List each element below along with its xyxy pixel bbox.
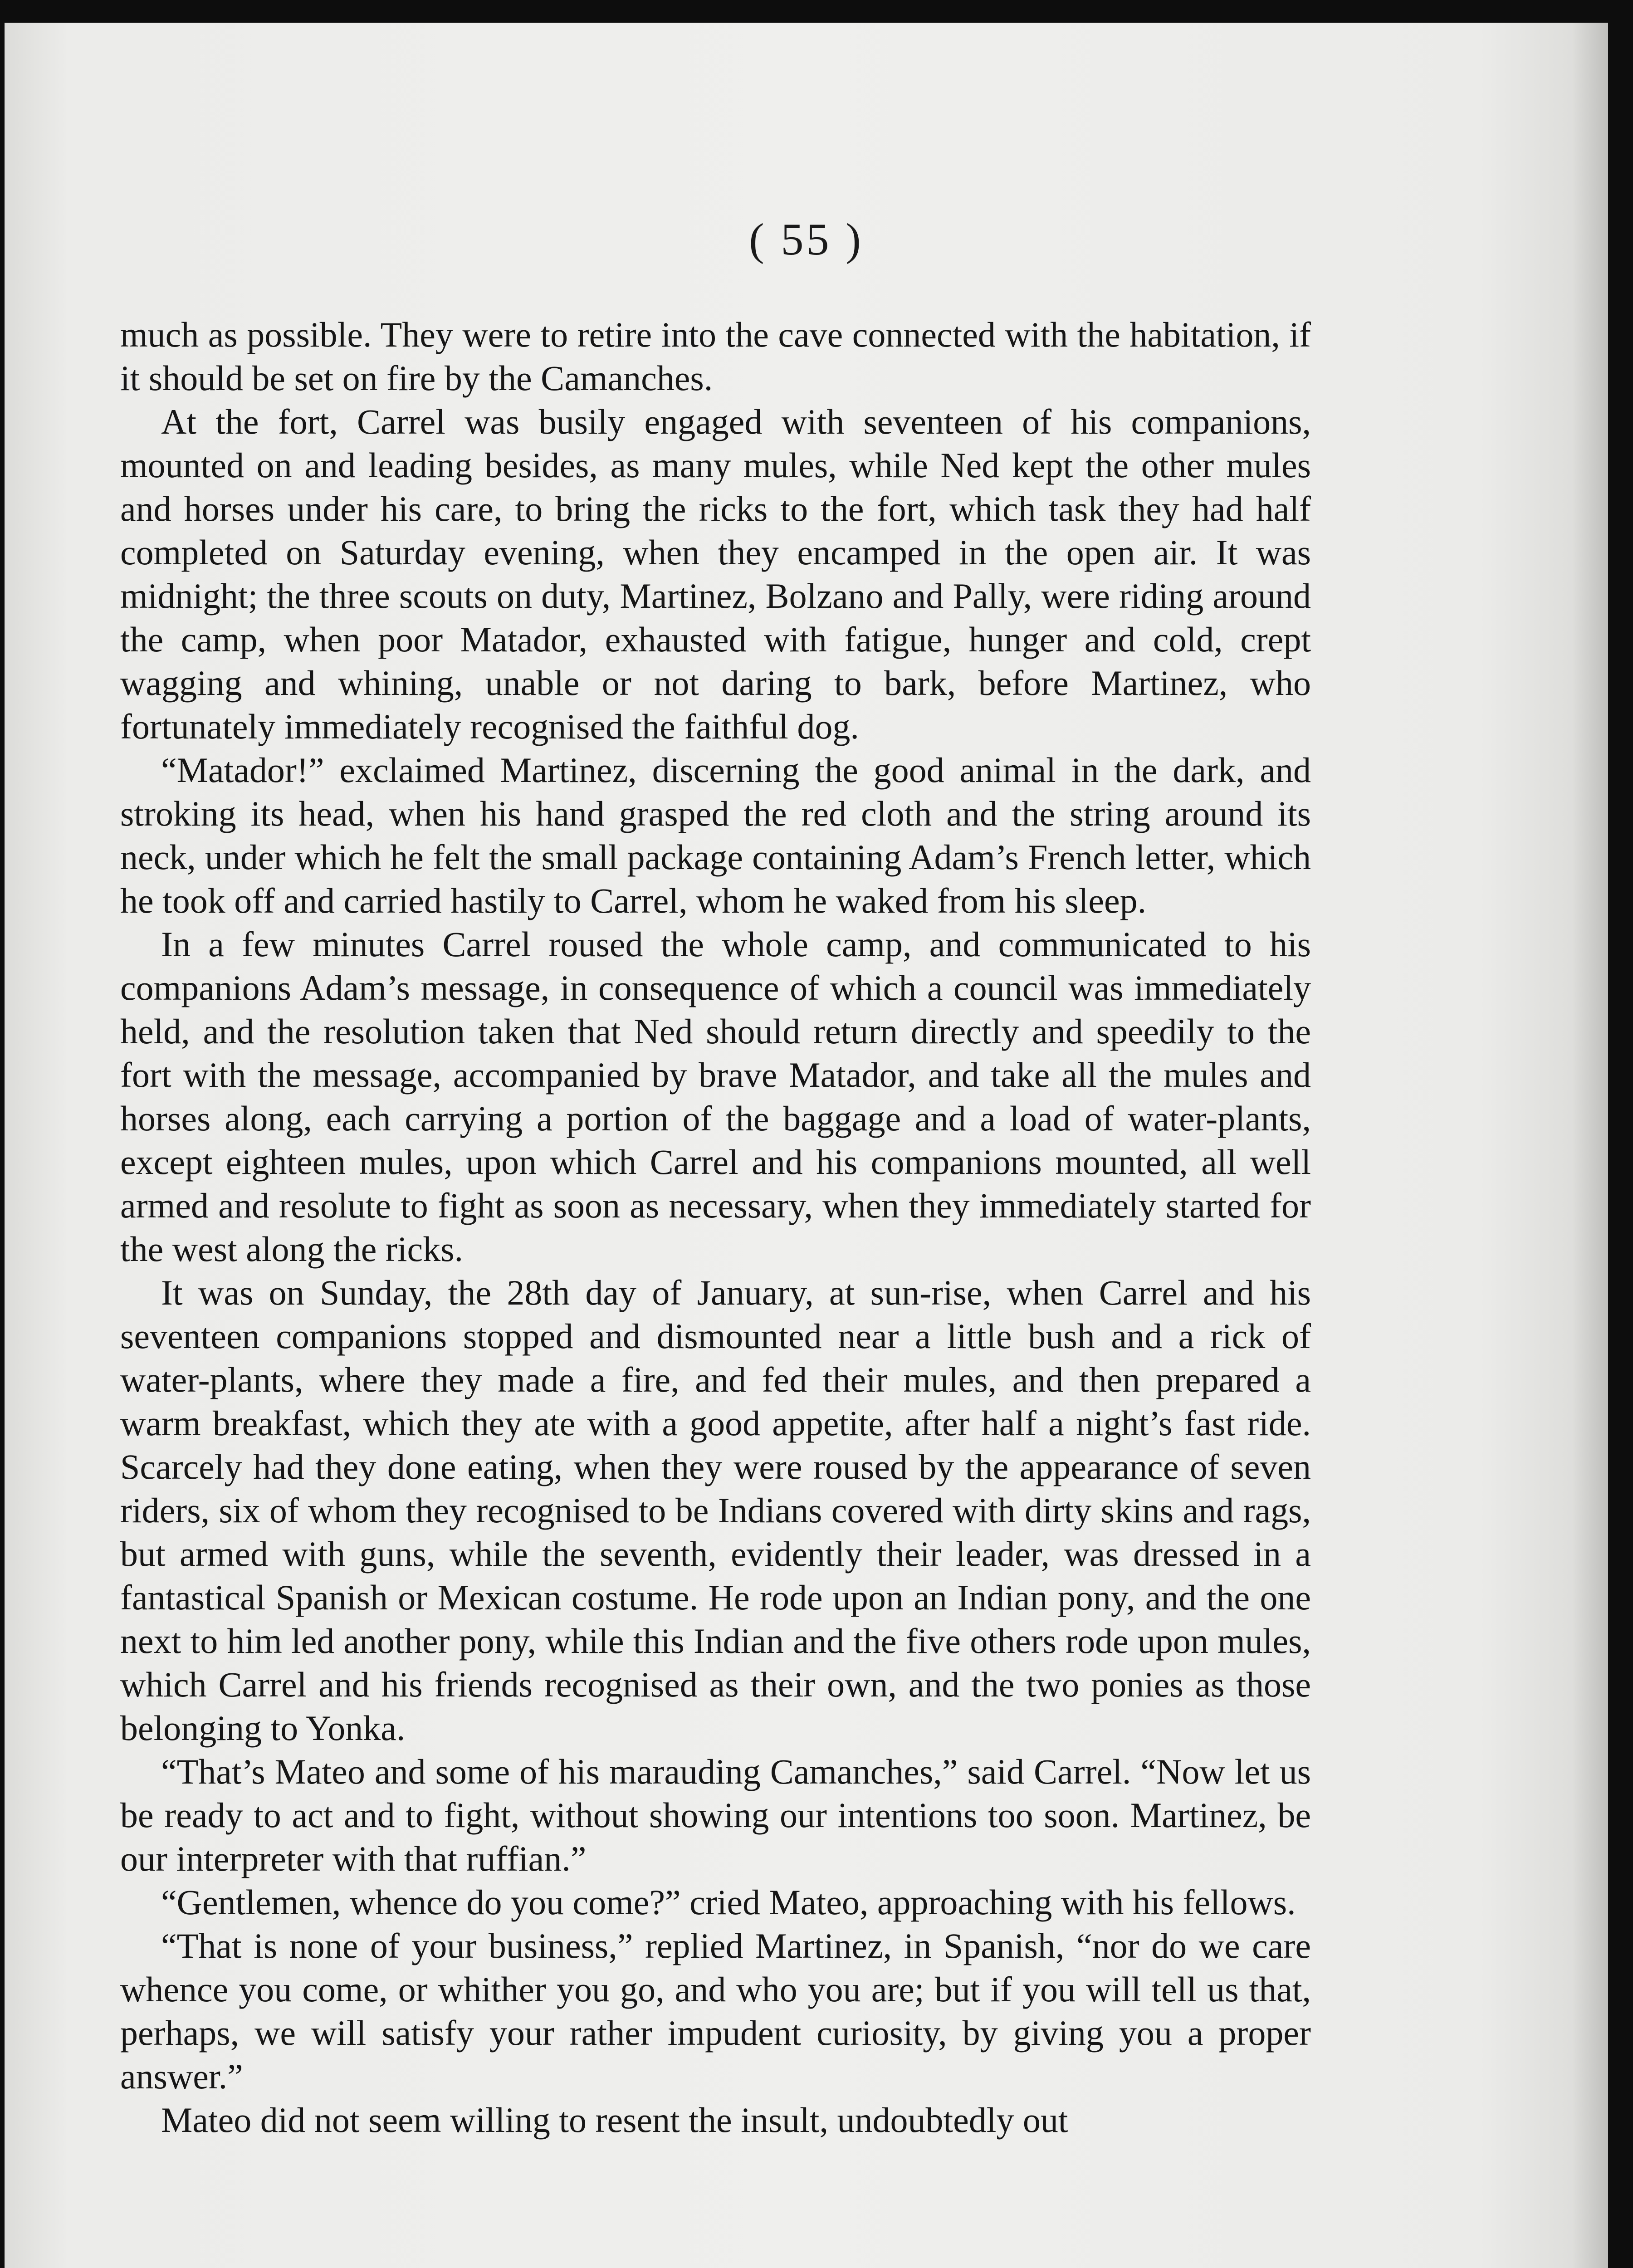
paragraph-3: “Matador!” exclaimed Martinez, discerning the good animal in the dark, and stroking its head, when his hand grasped the red cloth and the string around its neck, under which he felt the small package containing Adam’s French letter, which he took off and carried hastily to Carrel, whom he waked from his sleep. — [120, 750, 1311, 920]
book-page — [5, 23, 1608, 2268]
paragraph-8: “That is none of your business,” replied Martinez, in Spanish, “nor do we care whence you come, or whither you go, and who you are; but if you will tell us that, perhaps, we will satisfy your rather impudent curiosity, by giving you a proper answer.” — [120, 1926, 1311, 2096]
paragraph-6: “That’s Mateo and some of his marauding Camanches,” said Carrel. “Now let us be ready to act and to fight, without showing our intentions too soon. Martinez, be our interpreter with that ruffian.” — [120, 1752, 1311, 1878]
page-number: ( 55 ) — [749, 214, 864, 264]
paragraph-2: At the fort, Carrel was busily engaged with seventeen of his companions, mounted on and leading besides, as many mules, while Ned kept the other mules and horses under his care, to bring the ricks to the fort, which task they had half completed on Saturday evening, when they encamped in the open air. It was midnight; the three scouts on duty, Martinez, Bolzano and Pally, were riding around the camp, when poor Matador, exhausted with fatigue, hunger and cold, crept wagging and whining, unable or not daring to bark, before Martinez, who fortunately immediately recognised the faithful dog. — [120, 402, 1311, 746]
paragraph-5: It was on Sunday, the 28th day of January, at sun-rise, when Carrel and his seventeen companions stopped and dismounted near a little bush and a rick of water-plants, where they made a fire, and fed their mules, and then prepared a warm breakfast, which they ate with a good appetite, after half a night’s fast ride. Scarcely had they done eating, when they were roused by the appearance of seven riders, six of whom they recognised to be Indians covered with dirty skins and rags, but armed with guns, while the seventh, evidently their leader, was dressed in a fantastical Spanish or Mexican costume. He rode upon an Indian pony, and the one next to him led another pony, while this Indian and the five others rode upon mules, which Carrel and his friends recognised as their own, and the two ponies as those belonging to Yonka. — [120, 1273, 1311, 1748]
body-text — [120, 313, 1311, 2142]
paragraph-7: “Gentlemen, whence do you come?” cried Mateo, approaching with his fellows. — [161, 1882, 1296, 1922]
paragraph-9: Mateo did not seem willing to resent the insult, undoubtedly out — [161, 2100, 1068, 2140]
paragraph-1: much as possible. They were to retire into the cave connected with the habitation, if it should be set on fire by the Camanches. — [120, 315, 1311, 398]
paragraph-4: In a few minutes Carrel roused the whole camp, and communicated to his companions Adam’s message, in consequence of which a council was immediately held, and the resolution taken that Ned should return directly and speedily to the fort with the message, accompanied by brave Matador, and take all the mules and horses along, each carrying a portion of the baggage and a load of water-plants, except eighteen mules, upon which Carrel and his companions mounted, all well armed and resolute to fight as soon as necessary, when they immediately started for the west along the ricks. — [120, 924, 1311, 1269]
